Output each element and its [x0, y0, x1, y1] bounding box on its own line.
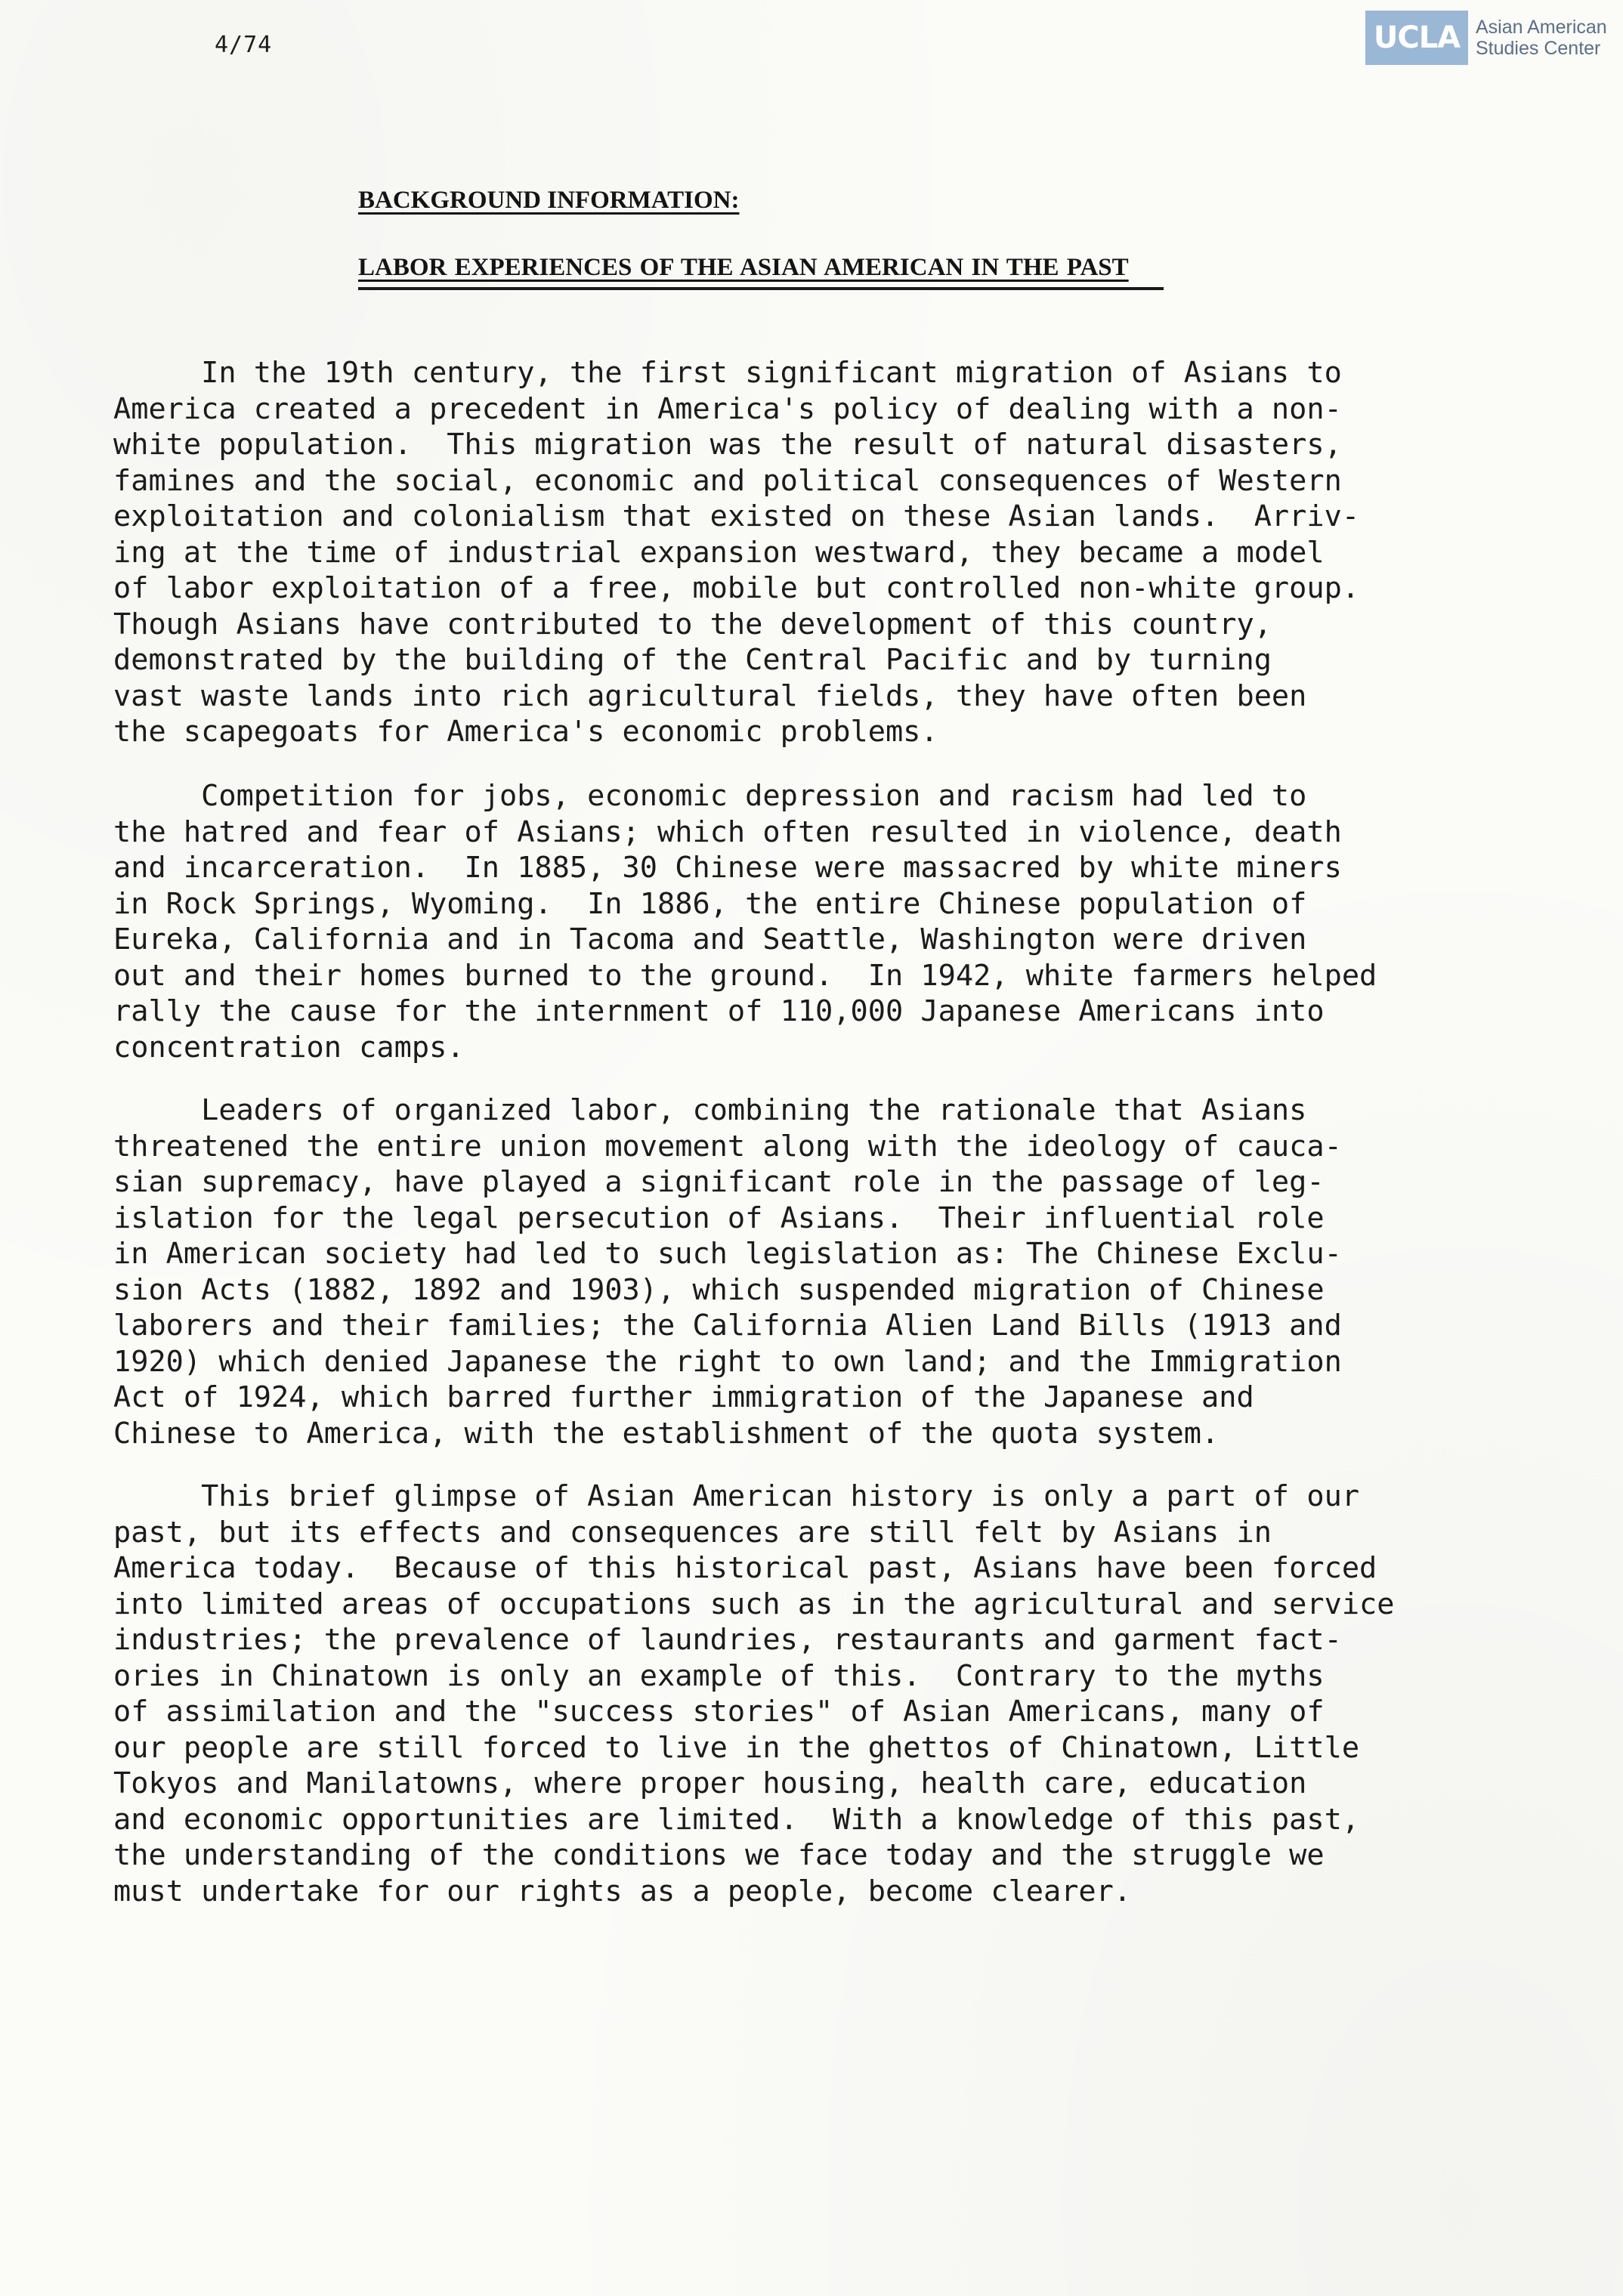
paragraph-line: 1920) which denied Japanese the right to own land; and the Immigration [113, 1344, 1342, 1379]
paragraph-line: and economic opportunities are limited. With a knowledge of this past, [113, 1802, 1360, 1837]
paragraph-line: This brief glimpse of Asian American history is only a part of our [113, 1479, 1360, 1513]
logo-text-line2: Studies Center [1476, 38, 1601, 59]
paragraph-line: Chinese to America, with the establishment of the quota system. [113, 1416, 1220, 1451]
paragraph-line: Act of 1924, which barred further immigration of the Japanese and [113, 1380, 1254, 1414]
paragraph-1 [113, 355, 1359, 750]
paragraph-4 [113, 1479, 1395, 1909]
paragraph-line: rally the cause for the internment of 110,000 Japanese Americans into [113, 994, 1325, 1028]
paragraph-line: the hatred and fear of Asians; which often resulted in violence, death [113, 814, 1342, 849]
paragraph-line: In the 19th century, the first significant migration of Asians to [113, 356, 1342, 390]
paragraph-line: demonstrated by the building of the Central Pacific and by turning [113, 643, 1272, 677]
paragraph-line: laborers and their families; the California Alien Land Bills (1913 and [113, 1309, 1342, 1343]
paragraph-line: sian supremacy, have played a significant role in the passage of leg- [113, 1165, 1325, 1199]
paragraph-line: the scapegoats for America's economic problems. [113, 715, 938, 749]
heading-labor-experiences: LABOR EXPERIENCES OF THE ASIAN AMERICAN IN THE PAST [358, 254, 1129, 281]
paragraph-line: America today. Because of this historical past, Asians have been forced [113, 1551, 1377, 1585]
heading-rule [358, 287, 1164, 290]
paragraph-line: ories in Chinatown is only an example of this. Contrary to the myths [113, 1658, 1325, 1693]
paragraph-line: industries; the prevalence of laundries, restaurants and garment fact- [113, 1623, 1342, 1657]
paragraph-line: threatened the entire union movement along with the ideology of cauca- [113, 1129, 1342, 1163]
paragraph-line: Eureka, California and in Tacoma and Seattle, Washington were driven [113, 922, 1307, 956]
paragraph-line: concentration camps. [113, 1030, 465, 1065]
document-date: 4/74 [215, 32, 273, 58]
paragraph-3 [113, 1092, 1342, 1451]
paragraph-line: and incarceration. In 1885, 30 Chinese were massacred by white miners [113, 851, 1342, 885]
paragraph-line: famines and the social, economic and political consequences of Western [113, 463, 1342, 498]
paragraph-line: past, but its effects and consequences are still felt by Asians in [113, 1515, 1272, 1550]
paragraph-line: ing at the time of industrial expansion westward, they became a model [113, 535, 1325, 570]
ucla-aasc-logo [1365, 11, 1607, 65]
logo-mark: UCLA [1365, 11, 1468, 65]
paragraph-line: white population. This migration was the result of natural disasters, [113, 428, 1342, 462]
logo-text [1476, 17, 1607, 59]
paragraph-line: must undertake for our rights as a people, become clearer. [113, 1874, 1132, 1908]
paragraph-line: exploitation and colonialism that existed on these Asian lands. Arriv- [113, 499, 1360, 533]
paragraph-line: the understanding of the conditions we face today and the struggle we [113, 1838, 1325, 1872]
paragraph-line: in Rock Springs, Wyoming. In 1886, the entire Chinese population of [113, 886, 1307, 921]
paragraph-line: America created a precedent in America's policy of dealing with a non- [113, 391, 1342, 426]
heading-background-information: BACKGROUND INFORMATION: [358, 187, 740, 214]
paragraph-line: of labor exploitation of a free, mobile but controlled non-white group. [113, 571, 1360, 605]
paragraph-line: of assimilation and the "success stories" of Asian Americans, many of [113, 1695, 1325, 1729]
paragraph-line: Leaders of organized labor, combining the rationale that Asians [113, 1093, 1307, 1127]
paragraph-line: sion Acts (1882, 1892 and 1903), which suspended migration of Chinese [113, 1272, 1325, 1307]
paragraph-line: our people are still forced to live in the ghettos of Chinatown, Little [113, 1730, 1360, 1765]
logo-text-line1: Asian American [1476, 17, 1607, 38]
paragraph-line: out and their homes burned to the ground. In 1942, white farmers helped [113, 958, 1377, 993]
paragraph-line: in American society had led to such legislation as: The Chinese Exclu- [113, 1237, 1342, 1271]
paragraph-line: vast waste lands into rich agricultural fields, they have often been [113, 678, 1307, 713]
paragraph-line: Competition for jobs, economic depression and racism had led to [113, 779, 1307, 813]
paragraph-line: Tokyos and Manilatowns, where proper housing, health care, education [113, 1766, 1307, 1800]
paragraph-line: Though Asians have contributed to the development of this country, [113, 607, 1272, 641]
paragraph-2 [113, 778, 1377, 1065]
paragraph-line: into limited areas of occupations such as in the agricultural and service [113, 1587, 1395, 1621]
paragraph-line: islation for the legal persecution of Asians. Their influential role [113, 1201, 1325, 1235]
